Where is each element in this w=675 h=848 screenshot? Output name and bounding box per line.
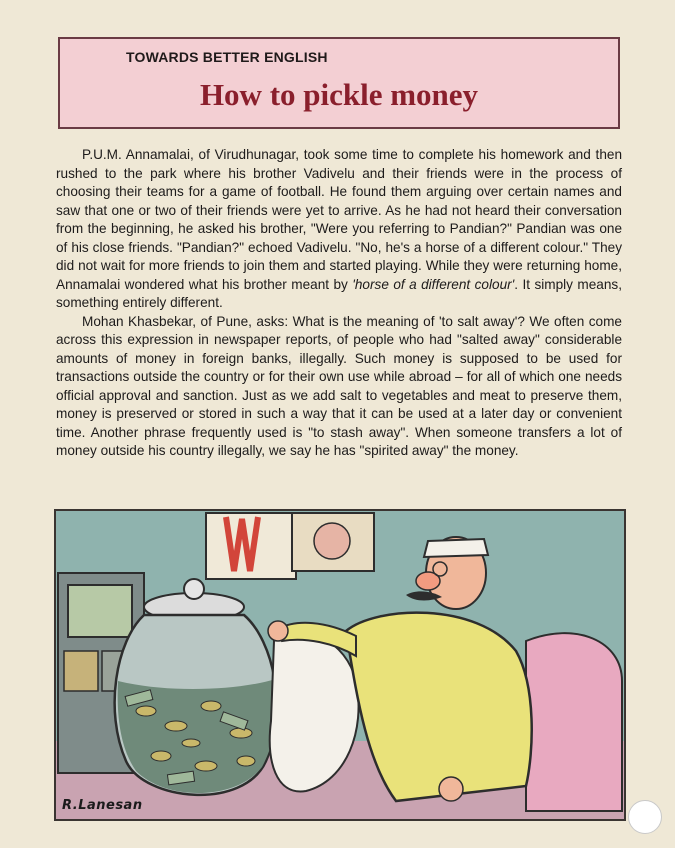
para1-text: P.U.M. Annamalai, of Virudhunagar, took some time to complete his homework and then rushed to the park where his brother Vadivelu and their friends were in the process of choosing their teams for a game of football. He found them arguing over certain names and saw that one or two of their friends were yet to arrive. As he had not heard their conversation from the beginning, he asked his brother, "Were you referring to Pandian?" Pandian was one of his close friends. "Pandian?" echoed Vadivelu. "No, he's a horse of a different colour." They did not wait for more friends to join them and started playing. While they were returning home, Annamalai wondered what his brother meant by [56,147,622,292]
cushion [526,633,622,811]
para1-text-end: . It simply means, something entirely different. [56,276,622,310]
column-kicker: TOWARDS BETTER ENGLISH [126,49,328,65]
artist-signature: R.Lanesan [62,798,143,813]
column-header [58,37,620,129]
paragraph-salt-away: Mohan Khasbekar, of Pune, asks: What is the meaning of 'to salt away'? We often come across this expression in newspaper reports, of people who had "salted away" considerable amounts of money in foreign banks, illegally. Such money is supposed to be used for transactions outside the country or for their own use while abroad – for all of which one needs official approval and sanction. Just as we add salt to vegetables and meat to preserve them, money is preserved or stored in such a way that it can be used at a later day or convenient time. Another phrase frequently used is "to stash away". When someone transfers a lot of money outside his country illegally, we say he has "spirited away" the money. [56,313,622,458]
cartoon-drawing [56,511,624,819]
article-title: How to pickle money [199,77,479,112]
cartoon-illustration [54,509,626,821]
article-body [56,146,622,461]
wall-pictures [206,513,374,579]
paragraph-horse-of-different-colour [56,146,622,313]
para1-italic-phrase: 'horse of a different colour' [352,276,515,292]
watermark-stamp [628,800,662,834]
